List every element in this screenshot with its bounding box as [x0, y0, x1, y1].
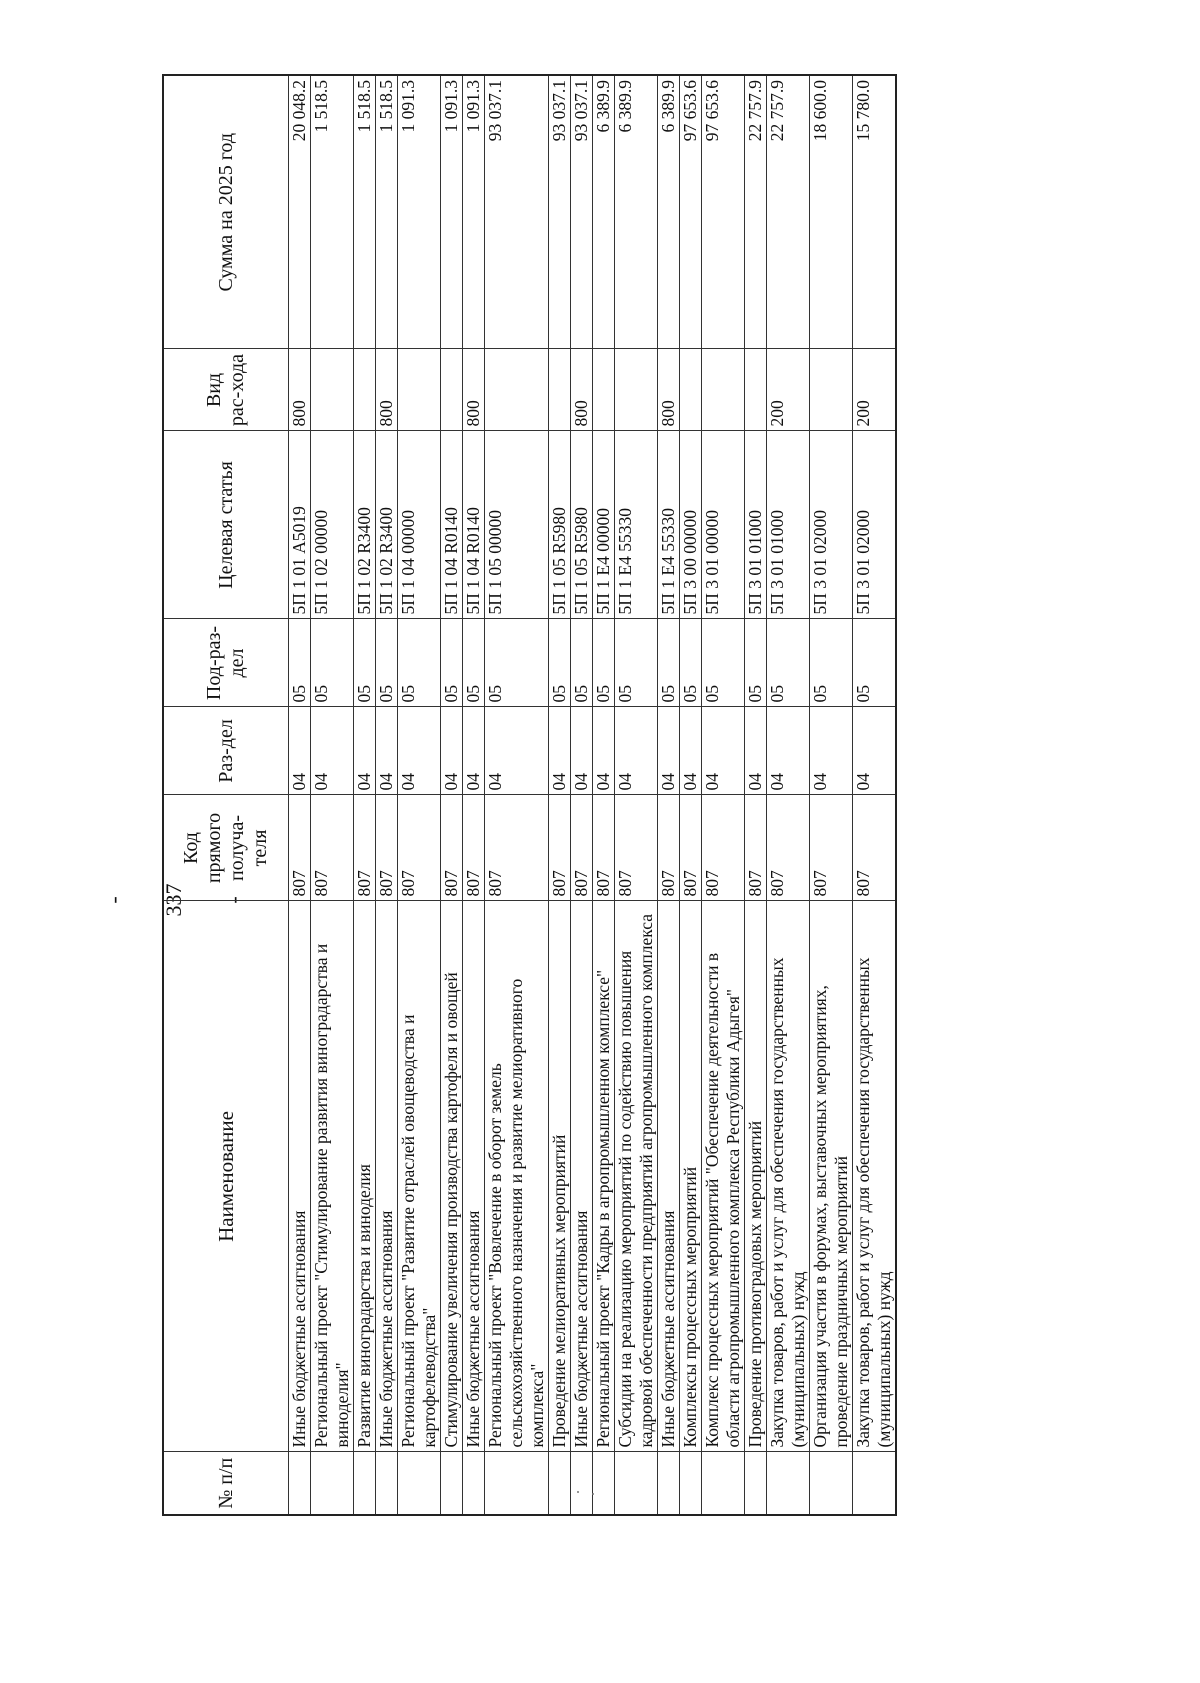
row-section: 04: [398, 707, 441, 795]
row-subsection: 05: [593, 619, 615, 707]
row-recipient: 807: [549, 795, 571, 901]
table-row: [463, 75, 485, 1515]
row-recipient: 807: [311, 795, 354, 901]
row-article: 5П 3 01 01000: [767, 431, 810, 619]
row-sum: 1 518.5: [354, 75, 376, 349]
row-expense: [398, 349, 441, 431]
row-expense: 800: [289, 349, 311, 431]
row-article: 5П 1 04 R0140: [441, 431, 463, 619]
row-expense: [354, 349, 376, 431]
row-recipient: 807: [463, 795, 485, 901]
row-subsection: 05: [441, 619, 463, 707]
row-article: 5П 3 01 02000: [853, 431, 897, 619]
table-row: [767, 75, 810, 1515]
row-recipient: 807: [810, 795, 853, 901]
table-row: [376, 75, 398, 1515]
row-num: [810, 1452, 853, 1515]
row-sum: 6 389.9: [658, 75, 680, 349]
row-article: 5П 1 01 А5019: [289, 431, 311, 619]
row-article: 5П 1 04 00000: [398, 431, 441, 619]
row-article: 5П 1 05 00000: [485, 431, 549, 619]
header-expense: Вид рас-хода: [163, 349, 289, 431]
row-recipient: 807: [745, 795, 767, 901]
row-sum: 93 037.1: [549, 75, 571, 349]
row-expense: 200: [853, 349, 897, 431]
row-section: 04: [571, 707, 593, 795]
row-expense: 200: [767, 349, 810, 431]
row-expense: [593, 349, 615, 431]
row-sum: 93 037.1: [485, 75, 549, 349]
row-section: 04: [680, 707, 702, 795]
table-row: [354, 75, 376, 1515]
row-sum: 15 780.0: [853, 75, 897, 349]
row-article: 5П 1 Е4 00000: [593, 431, 615, 619]
row-article: 5П 3 00 00000: [680, 431, 702, 619]
row-name: Комплекс процессных мероприятий "Обеспечение деятельности в области агропромышленного комплекса Республики Адыгея": [702, 901, 745, 1452]
row-recipient: 807: [398, 795, 441, 901]
table-row: [485, 75, 549, 1515]
row-subsection: 05: [354, 619, 376, 707]
row-section: 04: [354, 707, 376, 795]
row-expense: [311, 349, 354, 431]
row-recipient: 807: [354, 795, 376, 901]
table-row: [615, 75, 658, 1515]
row-sum: 1 091.3: [463, 75, 485, 349]
row-subsection: 05: [485, 619, 549, 707]
row-name: Развитие виноградарства и виноделия: [354, 901, 376, 1452]
row-article: 5П 1 05 R5980: [571, 431, 593, 619]
row-subsection: 05: [810, 619, 853, 707]
row-expense: [680, 349, 702, 431]
row-num: [853, 1452, 897, 1515]
row-section: 04: [463, 707, 485, 795]
row-subsection: 05: [549, 619, 571, 707]
table-row: [810, 75, 853, 1515]
row-section: 04: [376, 707, 398, 795]
row-name: Иные бюджетные ассигнования: [658, 901, 680, 1452]
table-row: [289, 75, 311, 1515]
row-sum: 93 037.1: [571, 75, 593, 349]
row-article: 5П 3 01 02000: [810, 431, 853, 619]
row-sum: 1 518.5: [376, 75, 398, 349]
row-sum: 22 757.9: [745, 75, 767, 349]
row-subsection: 05: [767, 619, 810, 707]
table-row: [745, 75, 767, 1515]
row-name: Закупка товаров, работ и услуг для обеспечения государственных (муниципальных) нужд: [767, 901, 810, 1452]
row-num: [485, 1452, 549, 1515]
row-num: [658, 1452, 680, 1515]
row-recipient: 807: [658, 795, 680, 901]
row-expense: [810, 349, 853, 431]
row-num: [615, 1452, 658, 1515]
row-section: 04: [702, 707, 745, 795]
row-name: Иные бюджетные ассигнования: [289, 901, 311, 1452]
row-recipient: 807: [853, 795, 897, 901]
row-sum: 22 757.9: [767, 75, 810, 349]
row-section: 04: [745, 707, 767, 795]
row-section: 04: [810, 707, 853, 795]
row-num: [745, 1452, 767, 1515]
row-num: [311, 1452, 354, 1515]
row-section: 04: [658, 707, 680, 795]
row-section: 04: [311, 707, 354, 795]
row-expense: [485, 349, 549, 431]
row-subsection: 05: [853, 619, 897, 707]
row-expense: 800: [658, 349, 680, 431]
row-subsection: 05: [289, 619, 311, 707]
row-num: [571, 1452, 593, 1515]
row-subsection: 05: [658, 619, 680, 707]
row-name: Проведение противоградовых мероприятий: [745, 901, 767, 1452]
row-subsection: 05: [376, 619, 398, 707]
row-sum: 97 653.6: [702, 75, 745, 349]
table-row: [658, 75, 680, 1515]
header-name: Наименование: [163, 901, 289, 1452]
row-num: [376, 1452, 398, 1515]
row-subsection: 05: [398, 619, 441, 707]
row-name: Иные бюджетные ассигнования: [463, 901, 485, 1452]
row-name: Субсидии на реализацию мероприятий по содействию повышения кадровой обеспеченности предприятий агропромышленного комплекса: [615, 901, 658, 1452]
row-sum: 1 091.3: [398, 75, 441, 349]
header-recipient: Код прямого получа-теля: [163, 795, 289, 901]
row-section: 04: [853, 707, 897, 795]
row-sum: 97 653.6: [680, 75, 702, 349]
row-section: 04: [593, 707, 615, 795]
row-expense: 800: [571, 349, 593, 431]
row-name: Региональный проект "Развитие отраслей овощеводства и картофелеводства": [398, 901, 441, 1452]
row-article: 5П 1 04 R0140: [463, 431, 485, 619]
header-num: № п/п: [163, 1452, 289, 1515]
row-section: 04: [441, 707, 463, 795]
table-header-row: [163, 75, 289, 1515]
row-expense: [441, 349, 463, 431]
row-subsection: 05: [311, 619, 354, 707]
row-article: 5П 1 02 R3400: [376, 431, 398, 619]
row-num: [463, 1452, 485, 1515]
row-article: 5П 3 01 01000: [745, 431, 767, 619]
header-sum: Сумма на 2025 год: [163, 75, 289, 349]
row-sum: 1 091.3: [441, 75, 463, 349]
row-num: [549, 1452, 571, 1515]
row-recipient: 807: [767, 795, 810, 901]
row-recipient: 807: [702, 795, 745, 901]
row-num: [767, 1452, 810, 1515]
scan-speck: [577, 1491, 579, 1493]
budget-table: [162, 74, 897, 1516]
row-recipient: 807: [615, 795, 658, 901]
header-section: Раз-дел: [163, 707, 289, 795]
row-section: 04: [767, 707, 810, 795]
row-sum: 6 389.9: [615, 75, 658, 349]
row-num: [702, 1452, 745, 1515]
table-row: [571, 75, 593, 1515]
row-name: Проведение мелиоративных мероприятий: [549, 901, 571, 1452]
row-recipient: 807: [289, 795, 311, 901]
table-row: [441, 75, 463, 1515]
row-subsection: 05: [745, 619, 767, 707]
row-expense: [549, 349, 571, 431]
row-num: [680, 1452, 702, 1515]
row-recipient: 807: [593, 795, 615, 901]
row-recipient: 807: [571, 795, 593, 901]
row-subsection: 05: [680, 619, 702, 707]
row-name: Региональный проект "Стимулирование развития виноградарства и виноделия": [311, 901, 354, 1452]
row-section: 04: [615, 707, 658, 795]
table-row: [593, 75, 615, 1515]
page-number: - 337 -: [101, 883, 246, 917]
row-name: Организация участия в форумах, выставочных мероприятиях, проведение праздничных мероприятий: [810, 901, 853, 1452]
scan-speck: [592, 1493, 594, 1495]
row-expense: 800: [463, 349, 485, 431]
row-expense: [745, 349, 767, 431]
row-section: 04: [485, 707, 549, 795]
table-body: [289, 75, 897, 1515]
row-recipient: 807: [441, 795, 463, 901]
row-subsection: 05: [615, 619, 658, 707]
row-name: Иные бюджетные ассигнования: [376, 901, 398, 1452]
row-sum: 1 518.5: [311, 75, 354, 349]
header-subsection: Под-раз-дел: [163, 619, 289, 707]
table-row: [398, 75, 441, 1515]
row-expense: 800: [376, 349, 398, 431]
table-row: [549, 75, 571, 1515]
row-article: 5П 1 02 R3400: [354, 431, 376, 619]
rotated-table-container: [162, 76, 1062, 1516]
row-name: Региональный проект "Вовлечение в оборот земель сельскохозяйственного назначения и развитие мелиоративного комплекса": [485, 901, 549, 1452]
row-recipient: 807: [376, 795, 398, 901]
row-name: Региональный проект "Кадры в агропромышленном комплексе": [593, 901, 615, 1452]
table-row: [702, 75, 745, 1515]
row-name: Комплексы процессных мероприятий: [680, 901, 702, 1452]
row-subsection: 05: [702, 619, 745, 707]
row-num: [289, 1452, 311, 1515]
row-name: Иные бюджетные ассигнования: [571, 901, 593, 1452]
row-article: 5П 1 02 00000: [311, 431, 354, 619]
row-sum: 6 389.9: [593, 75, 615, 349]
row-expense: [615, 349, 658, 431]
row-article: 5П 3 01 00000: [702, 431, 745, 619]
row-subsection: 05: [463, 619, 485, 707]
row-section: 04: [549, 707, 571, 795]
row-name: Стимулирование увеличения производства картофеля и овощей: [441, 901, 463, 1452]
row-sum: 18 600.0: [810, 75, 853, 349]
row-num: [441, 1452, 463, 1515]
row-sum: 20 048.2: [289, 75, 311, 349]
table-row: [853, 75, 897, 1515]
table-row: [311, 75, 354, 1515]
row-num: [593, 1452, 615, 1515]
row-subsection: 05: [571, 619, 593, 707]
row-recipient: 807: [485, 795, 549, 901]
header-article: Целевая статья: [163, 431, 289, 619]
table-row: [680, 75, 702, 1515]
row-article: 5П 1 Е4 55330: [658, 431, 680, 619]
row-article: 5П 1 05 R5980: [549, 431, 571, 619]
row-name: Закупка товаров, работ и услуг для обеспечения государственных (муниципальных) нужд: [853, 901, 897, 1452]
row-num: [354, 1452, 376, 1515]
row-num: [398, 1452, 441, 1515]
row-recipient: 807: [680, 795, 702, 901]
row-section: 04: [289, 707, 311, 795]
row-expense: [702, 349, 745, 431]
row-article: 5П 1 Е4 55330: [615, 431, 658, 619]
